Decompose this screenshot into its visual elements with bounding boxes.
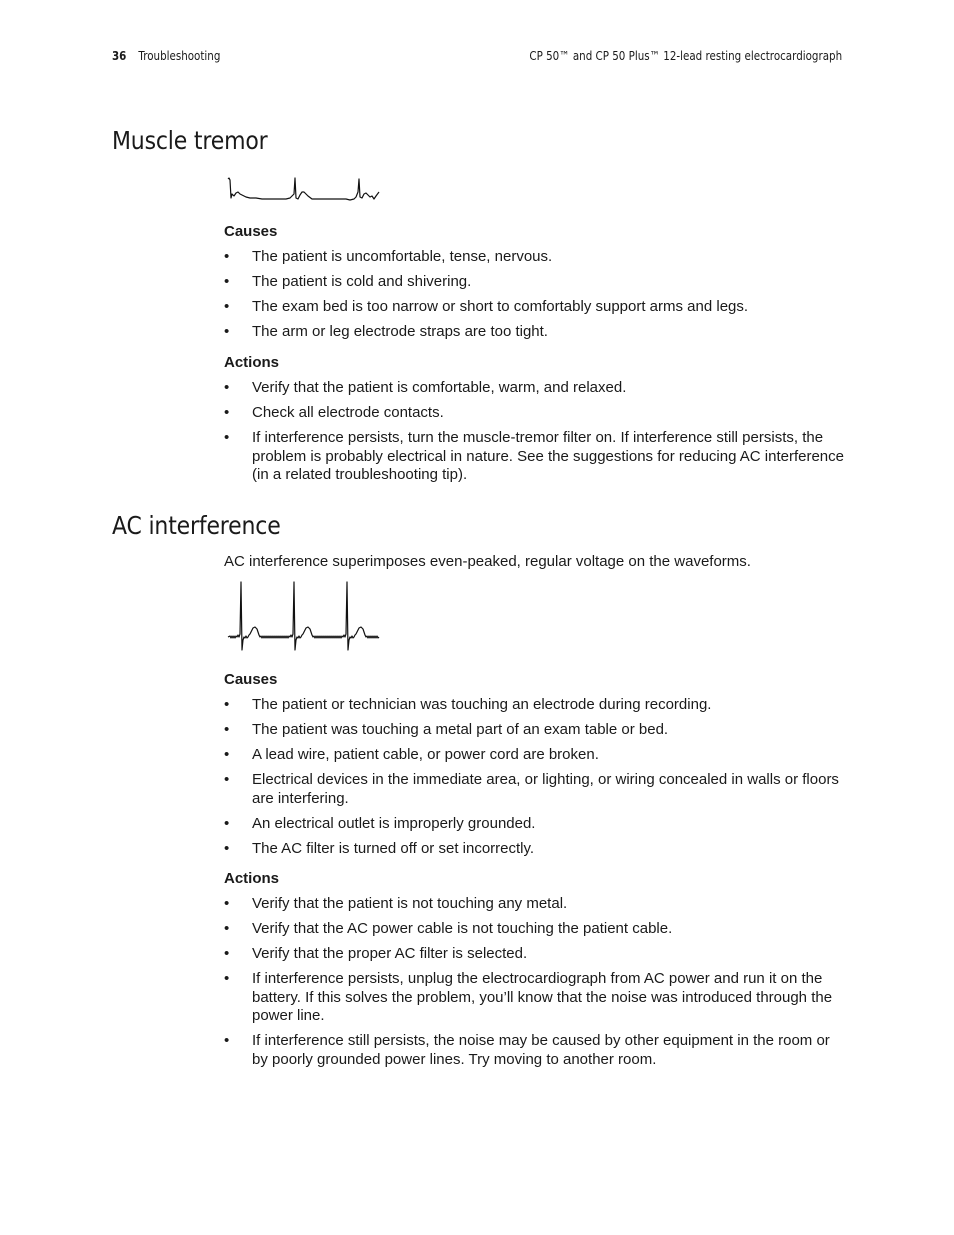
ac-interference-heading: AC interference [112,511,281,540]
muscle-tremor-heading: Muscle tremor [112,126,268,155]
list-item: • The arm or leg electrode straps are too tight. [224,323,844,342]
list-item: • The AC filter is turned off or set incorrectly. [224,840,844,859]
list-item: • If interference still persists, the noise may be caused by other equipment in the room or by poorly grounded power lines. Try moving to another room. [224,1032,844,1069]
list-item: • Check all electrode contacts. [224,404,844,423]
muscle-tremor-causes-list [224,248,844,348]
ac-interference-actions-list [224,895,844,1076]
muscle-tremor-actions-heading: Actions [224,354,280,371]
list-item: • Electrical devices in the immediate area, or lighting, or wiring concealed in walls or floors are interfering. [224,771,844,808]
ac-interference-causes-list [224,696,844,865]
list-item: • A lead wire, patient cable, or power cord are broken. [224,746,844,765]
ac-interference-intro: AC interference superimposes even-peaked, regular voltage on the waveforms. [224,553,751,570]
list-item: • If interference persists, unplug the electrocardiograph from AC power and run it on the battery. If this solves the problem, you’ll know that the noise was introduced through the power line. [224,970,844,1026]
list-item: • The exam bed is too narrow or short to comfortably support arms and legs. [224,298,844,317]
ecg-trace-muscle-tremor-icon [226,172,386,206]
list-item: • Verify that the patient is not touching any metal. [224,895,844,914]
list-item: • If interference persists, turn the muscle-tremor filter on. If interference still persists, the problem is probably electrical in nature. See the suggestions for reducing AC interference (in a related troubleshooting tip). [224,429,844,485]
page-number: 36 [112,49,127,63]
list-item: • The patient is cold and shivering. [224,273,844,292]
list-item: • Verify that the patient is comfortable, warm, and relaxed. [224,379,844,398]
muscle-tremor-causes-heading: Causes [224,223,278,240]
ac-interference-actions-heading: Actions [224,870,280,887]
list-item: • The patient or technician was touching an electrode during recording. [224,696,844,715]
ac-interference-causes-heading: Causes [224,671,278,688]
list-item: • The patient is uncomfortable, tense, nervous. [224,248,844,267]
header-doc-title: CP 50™ and CP 50 Plus™ 12-lead resting electrocardiograph [529,49,843,63]
list-item: • An electrical outlet is improperly grounded. [224,815,844,834]
list-item: • Verify that the proper AC filter is selected. [224,945,844,964]
ecg-trace-ac-interference-icon [226,580,386,656]
muscle-tremor-actions-list [224,379,844,491]
list-item: • Verify that the AC power cable is not touching the patient cable. [224,920,844,939]
page-header [112,49,842,67]
header-section: Troubleshooting [138,49,221,63]
list-item: • The patient was touching a metal part of an exam table or bed. [224,721,844,740]
